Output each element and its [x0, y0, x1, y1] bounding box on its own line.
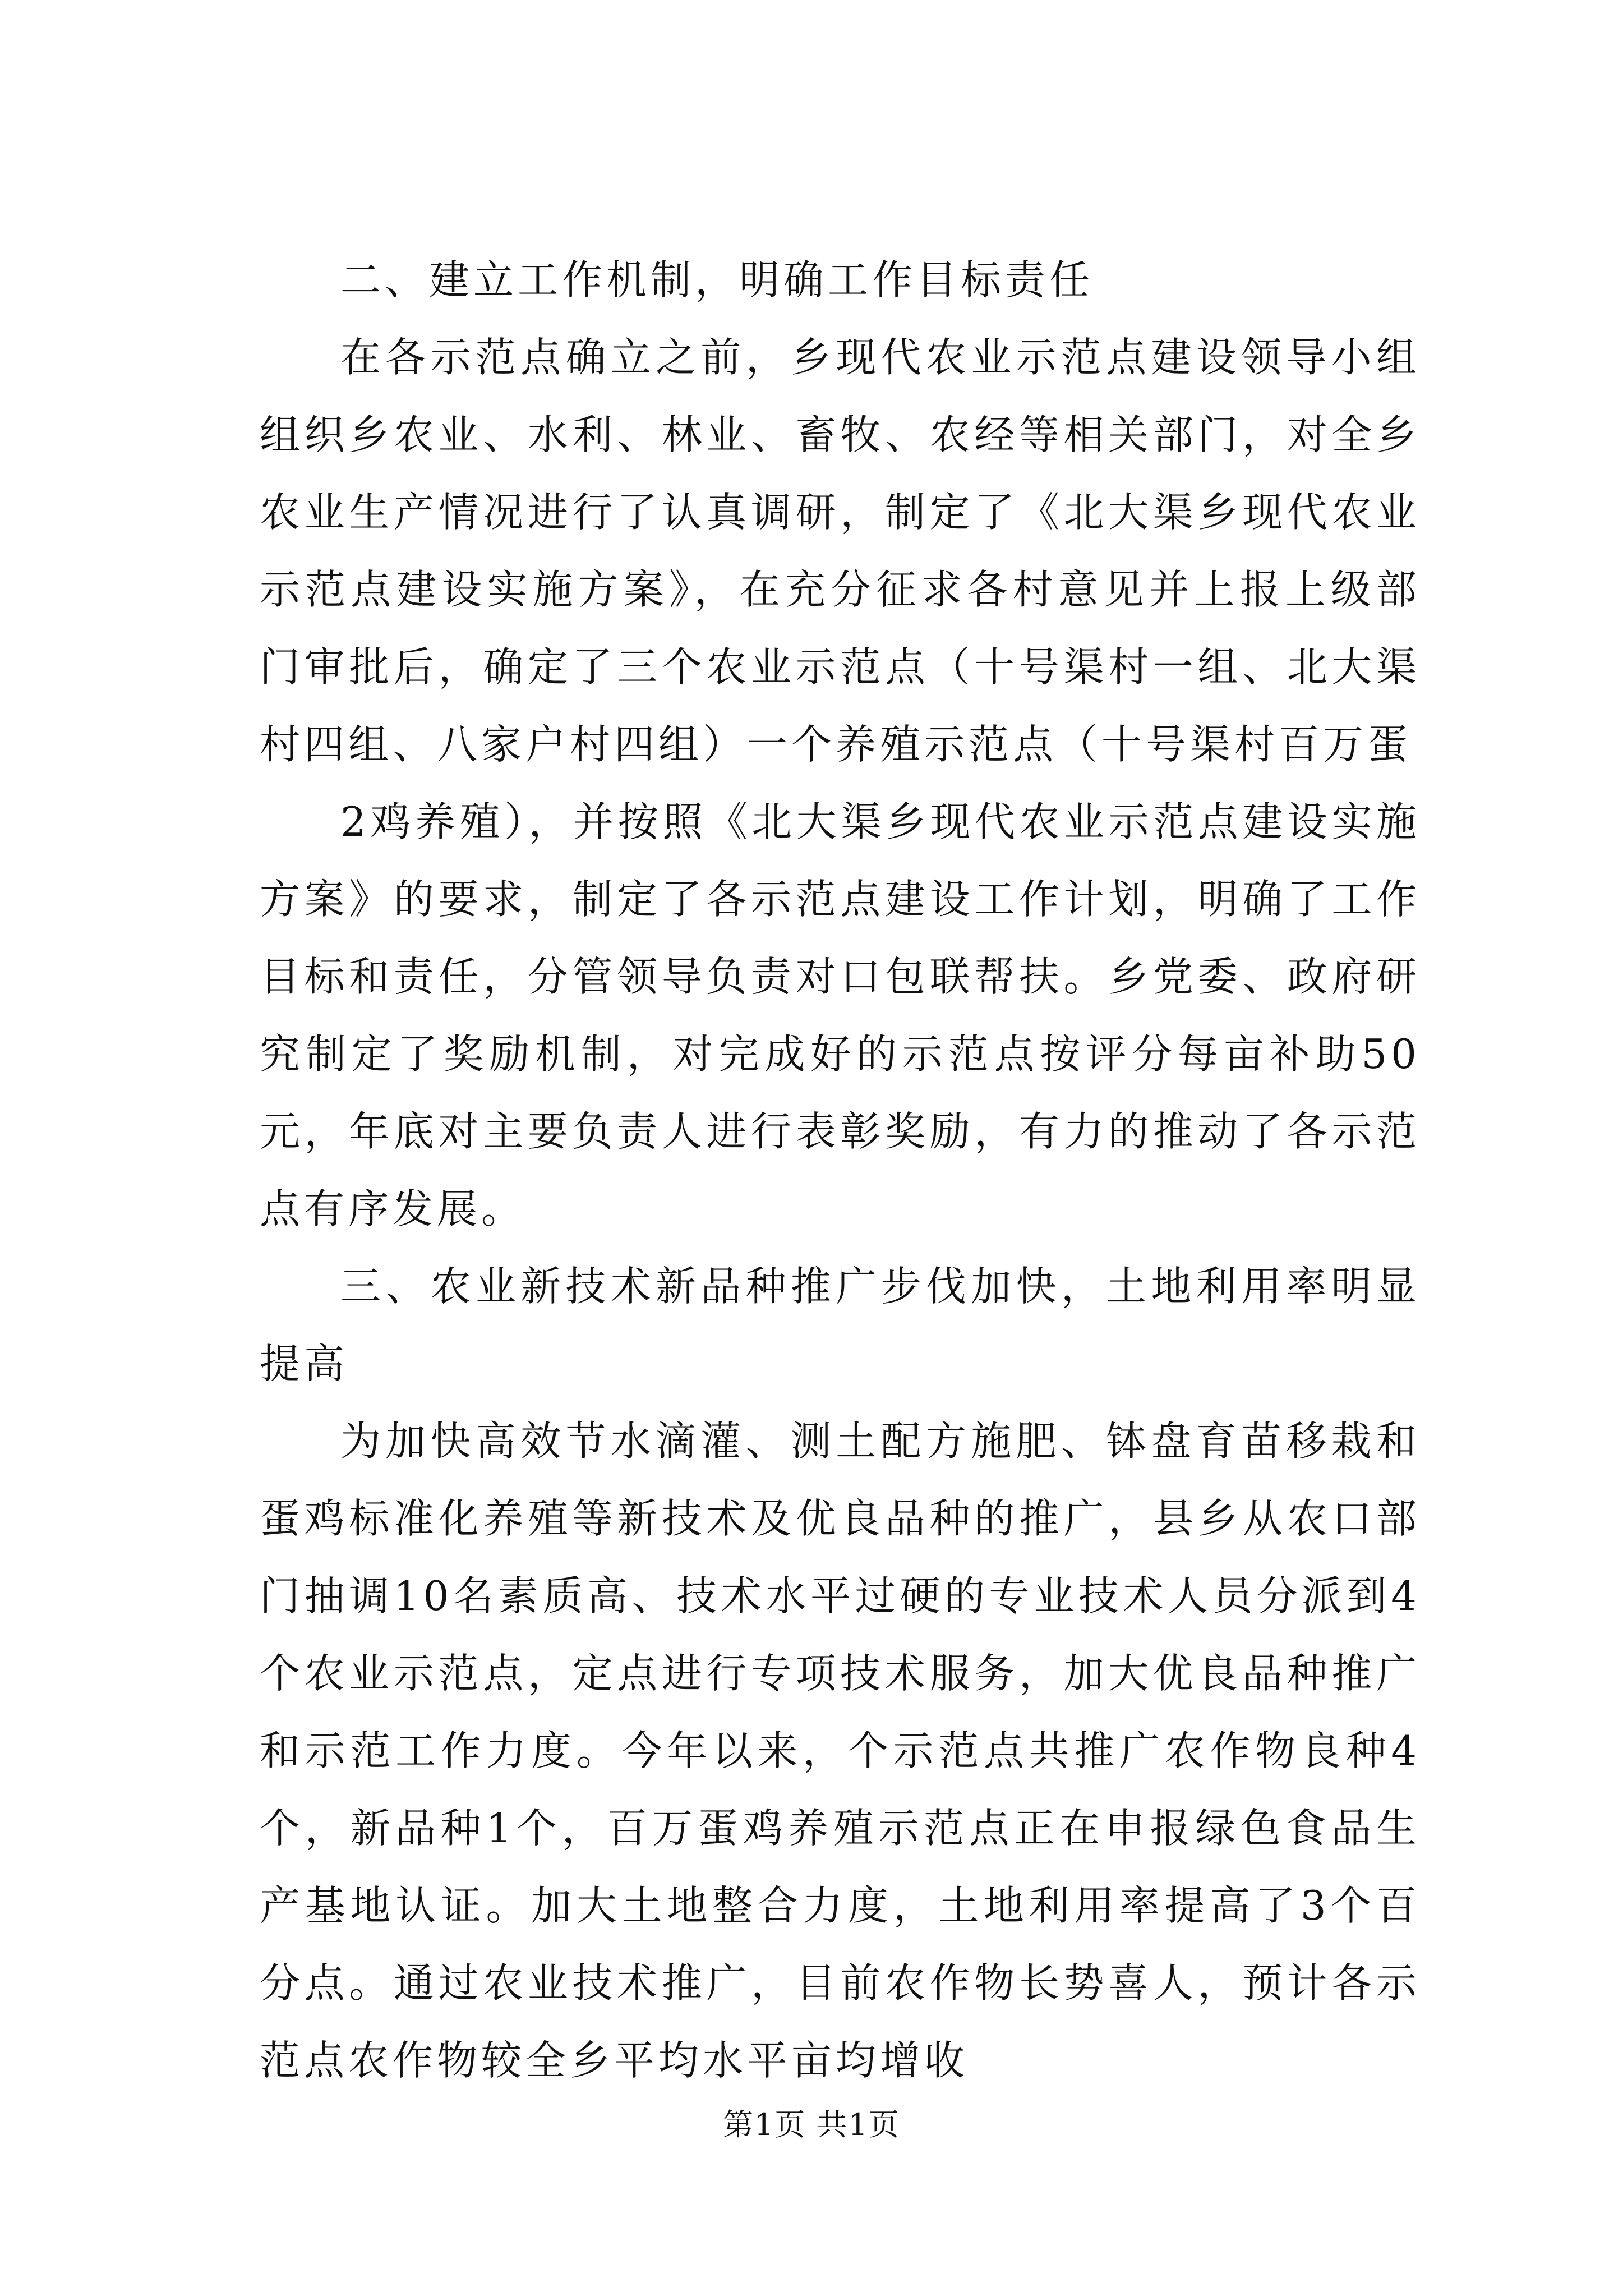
section2-paragraph-2: 2鸡养殖），并按照《北大渠乡现代农业示范点建设实施方案》的要求，制定了各示范点建设工作计划，明确了工作目标和责任，分管领导负责对口包联帮扶。乡党委、政府研究制定了奖励机制，对完成好的示范点按评分每亩补助50元，年底对主要负责人进行表彰奖励，有力的推动了各示范点有序发展。: [260, 798, 1421, 1232]
section2-paragraph-1: 在各示范点确立之前，乡现代农业示范点建设领导小组组织乡农业、水利、林业、畜牧、农经等相关部门，对全乡农业生产情况进行了认真调研，制定了《北大渠乡现代农业示范点建设实施方案》，在充分征求各村意见并上报上级部门审批后，确定了三个农业示范点（十号渠村一组、北大渠村四组、八家户村四组）一个养殖示范点（十号渠村百万蛋: [260, 334, 1421, 768]
section3-heading: 三、农业新技术新品种推广步伐加快，土地利用率明显提高: [260, 1263, 1421, 1387]
section3-paragraph-1: 为加快高效节水滴灌、测土配方施肥、钵盘育苗移栽和蛋鸡标准化养殖等新技术及优良品种的推广，县乡从农口部门抽调10名素质高、技术水平过硬的专业技术人员分派到4个农业示范点，定点进行专项技术服务，加大优良品种推广和示范工作力度。今年以来，个示范点共推广农作物良种4个，新品种1个，百万蛋鸡养殖示范点正在申报绿色食品生产基地认证。加大土地整合力度，土地利用率提高了3个百分点。通过农业技术推广，目前农作物长势喜人，预计各示范点农作物较全乡平均水平亩均增收: [260, 1418, 1421, 2084]
document-body: [260, 241, 1421, 2099]
section2-heading: 二、建立工作机制，明确工作目标责任: [340, 256, 1094, 303]
page-footer: 第1页 共1页: [723, 2107, 900, 2142]
